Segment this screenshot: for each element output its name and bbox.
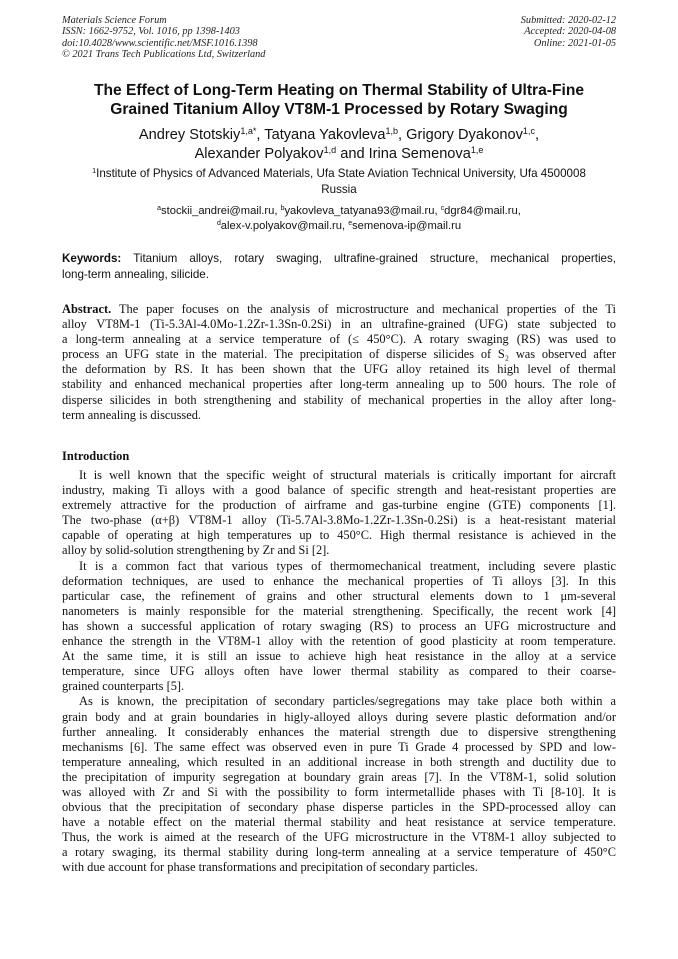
section-heading-introduction: Introduction (62, 449, 130, 463)
email-separator: , (517, 205, 521, 217)
intro-line: capable of operating at high temperatures up to 450°C. High thermal resistance is achieved in the (62, 528, 616, 543)
author-name: Grigory Dyakonov (406, 127, 523, 143)
affiliation-line-2: Russia (321, 182, 357, 196)
submission-dates (521, 15, 616, 49)
intro-line: have a notable effect on the material thermal stability and heat resistance at service temperature. (62, 815, 616, 830)
intro-line: extremely attractive for the production of airframe and gas-turbine engine (GTE) components [1]. (62, 498, 616, 513)
intro-line: particular case, the refinement of grains and other structural elements down to 1 μm-several (62, 588, 616, 603)
intro-line: temperature annealing, which resulted in an additional increase in both strength and ductility due to (62, 754, 616, 769)
intro-line: grain body and at grain boundaries in higly-alloyed alloys during severe plastic deformation and/or (62, 709, 616, 724)
author-name: Alexander Polyakov (194, 145, 324, 162)
author-name: Tatyana Yakovleva (264, 127, 386, 143)
affiliation-line-1 (62, 166, 616, 182)
keywords-line-1 (62, 251, 616, 267)
intro-line: grained counterparts [5]. (62, 679, 185, 694)
intro-line: mechanisms [6]. The same effect was observed even in pure Ti Grade 4 processed by SPD and low- (62, 739, 616, 754)
email-link[interactable]: semenova-ip@mail.ru (352, 219, 462, 232)
intro-line: further annealing. It considerably enhances the material strength due to dispersive strengthening (62, 724, 616, 739)
intro-line: It is a common fact that various types of thermomechanical treatment, including severe plastic (79, 558, 616, 573)
intro-line: The two-phase (α+β) VT8M-1 alloy (Ti-5.7Al-3.8Mo-1.2Zr-1.3Sn-0.2Si) is a heat-resistant material (62, 513, 616, 528)
email-separator: , (342, 219, 349, 232)
intro-line: nanometers is mainly responsible for the material strengthening. Specifically, the recent work [4] (62, 603, 616, 618)
journal-issn: ISSN: 1662-9752, Vol. 1016, pp 1398-1403 (62, 26, 240, 38)
abstract-text: The paper focuses on the analysis of microstructure and mechanical properties of the Ti (111, 302, 616, 316)
abstract (62, 302, 616, 423)
affiliation (62, 166, 616, 197)
author-name: Irina Semenova (368, 145, 471, 162)
intro-line: has shown a successful application of rotary swaging (RS) to process an UFG microstructure and (62, 618, 616, 633)
affiliation-superscript: 1 (92, 166, 97, 176)
email-superscript: e (348, 219, 353, 227)
author-superscript: 1,d (323, 144, 337, 155)
journal-info (62, 15, 265, 61)
intro-line: obvious that the precipitation of secondary phase disperse particles in the SPD-processed alloy can (62, 800, 616, 815)
abstract-line (62, 302, 616, 317)
abstract-line: a long-term annealing at a service temperature of (≤ 450°C). A rotary swaging (RS) was used to (62, 332, 616, 347)
keywords (62, 251, 616, 282)
intro-line: industry, making Ti alloys with a good balance of specific strength and heat-resistant properties are (62, 483, 616, 498)
introduction-body (62, 468, 616, 876)
author-separator: , (535, 127, 540, 143)
email-separator: , (434, 205, 441, 217)
author-line-2 (62, 145, 616, 164)
email-superscript: c (440, 205, 445, 213)
journal-doi[interactable]: doi:10.4028/www.scientific.net/MSF.1016.1398 (62, 37, 258, 49)
affiliation-text: Institute of Physics of Advanced Materials, Ufa State Aviation Technical University, Ufa 4500008 (96, 167, 586, 180)
abstract-line: term annealing is discussed. (62, 407, 202, 422)
author-separator: and (336, 145, 369, 162)
email-superscript: b (280, 205, 285, 213)
author-superscript: 1,a* (240, 126, 257, 137)
author-name: Andrey Stotskiy (138, 127, 241, 143)
abstract-label: Abstract. (62, 302, 112, 316)
email-link[interactable]: stockii_andrei@mail.ru (161, 205, 275, 217)
submitted-date: Submitted: 2020-02-12 (520, 15, 616, 26)
author-list (62, 126, 616, 163)
email-line-2 (62, 219, 616, 234)
author-separator: , (398, 127, 407, 143)
intro-line: As is known, the precipitation of secondary particles/segregations may take place both within a (79, 694, 616, 709)
keywords-text: Titanium alloys, rotary swaging, ultrafine-grained structure, mechanical properties, (121, 252, 616, 265)
email-link[interactable]: alex-v.polyakov@mail.ru (220, 219, 342, 232)
email-separator: , (274, 205, 281, 217)
email-link[interactable]: yakovleva_tatyana93@mail.ru (284, 205, 435, 217)
intro-line: alloy by solid-solution strengthening by Zr and Si [2]. (62, 543, 330, 558)
intro-line: was alloyed with Zr and Si with the possibility to form intermetallide phases with Ti [8-10]. It is (62, 784, 616, 799)
email-link[interactable]: dgr84@mail.ru (444, 205, 518, 217)
title-line-1: The Effect of Long-Term Heating on Thermal Stability of Ultra-Fine (93, 82, 585, 99)
intro-line: Thus, the work is aimed at the research of the UFG microstructure in the VT8M-1 alloy subjected to (62, 830, 616, 845)
online-date: Online: 2021-01-05 (533, 37, 616, 49)
email-superscript: d (216, 219, 221, 227)
author-separator: , (256, 127, 265, 143)
journal-copyright: © 2021 Trans Tech Publications Ltd, Switzerland (62, 49, 266, 61)
intro-line: temperature, since UFG alloys often have lower thermal stability as compared to their coarse- (62, 664, 616, 679)
intro-line: It is well known that the specific weight of structural materials is critically important for aircraft (79, 468, 616, 482)
abstract-line: disperse silicides in both strengthening and stability of mechanical properties in the alloy after long- (62, 392, 616, 407)
author-superscript: 1,b (385, 126, 399, 137)
abstract-line: stability and enhanced mechanical properties after long-term annealing up to 500 hours. The role of (62, 377, 616, 392)
abstract-line: process an UFG state in the material. The precipitation of disperse silicides of S₂ was observed after (62, 347, 616, 362)
abstract-line: alloy VT8M-1 (Ti-5.3Al-4.0Mo-1.2Zr-1.3Sn-0.2Si) in an ultrafine-grained (UFG) state subjected to (62, 317, 616, 332)
abstract-line: the deformation by RS. It has been shown that the UFG alloy retained its high level of thermal (62, 362, 616, 377)
title-line-2: Grained Titanium Alloy VT8M-1 Processed by Rotary Swaging (110, 101, 568, 118)
email-line-1 (62, 204, 616, 219)
author-line-1 (62, 126, 616, 145)
keywords-line-2: long-term annealing, silicide. (62, 267, 209, 281)
email-list (62, 204, 616, 233)
journal-name: Materials Science Forum (62, 15, 167, 26)
accepted-date: Accepted: 2020-04-08 (524, 26, 616, 38)
paper-title (62, 81, 616, 119)
email-superscript: a (157, 205, 162, 213)
intro-line: the precipitation of impurity segregation at boundary grain areas [7]. In the VT8M-1, solid solution (62, 769, 616, 784)
intro-line: enhance the strength in the VT8M-1 alloy with the retention of good plasticity at room temperature. (62, 634, 616, 649)
intro-line: At the same time, it is still an issue to achieve high heat resistance in the alloy at a service (62, 649, 616, 664)
author-superscript: 1,c (522, 126, 535, 137)
intro-line: deformation techniques, are used to enhance the mechanical properties of Ti alloys [3]. In this (62, 573, 616, 588)
keywords-label: Keywords: (62, 252, 122, 265)
intro-line: a rotary swaging, its thermal stability during long-term annealing at a service temperature of 450°C (62, 845, 616, 860)
intro-line: with due account for phase transformations and precipitation of secondary particles. (62, 860, 478, 875)
author-superscript: 1,e (470, 144, 484, 155)
